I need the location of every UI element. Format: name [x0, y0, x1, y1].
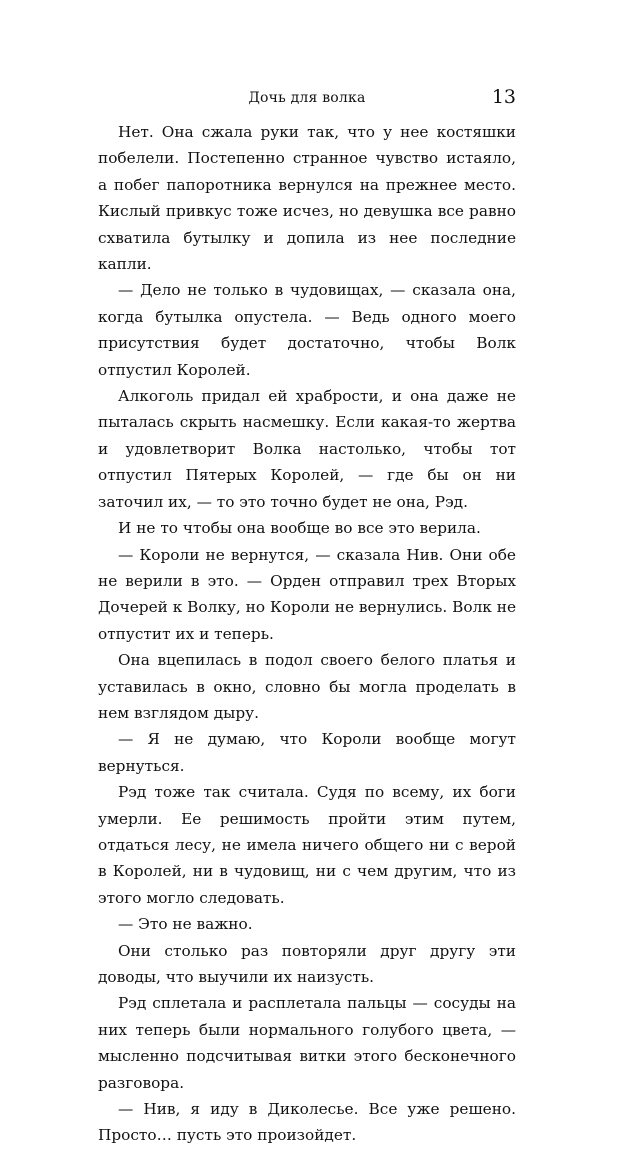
- body-text: [98, 119, 516, 1149]
- paragraph: — Я не думаю, что Короли вообще могут вернуться.: [98, 730, 516, 775]
- paragraph: — Нив, я иду в Диколесье. Все уже решено. Просто… пусть это произойдет.: [98, 1100, 516, 1145]
- paragraph: Алкоголь придал ей храбрости, и она даже не пыталась скрыть насмешку. Если какая-то жертва и удовлетворит Волка настолько, чтобы тот отпустил Пятерых Королей, — где бы он ни заточил их, — то это точно будет не она, Рэд.: [98, 387, 516, 511]
- running-title: Дочь для волка: [248, 90, 366, 106]
- paragraph: Рэд сплетала и расплетала пальцы — сосуды на них теперь были нормального голубого цвета, — мысленно подсчитывая витки этого бесконечного разговора.: [98, 994, 516, 1092]
- paragraph: — Это не важно.: [118, 915, 253, 934]
- paragraph: И не то чтобы она вообще во все это верила.: [118, 519, 481, 538]
- page-number: 13: [491, 86, 516, 108]
- paragraph: — Короли не вернутся, — сказала Нив. Они обе не верили в это. — Орден отправил трех Вторых Дочерей к Волку, но Короли не вернулись. Волк не отпустит их и теперь.: [98, 545, 516, 643]
- paragraph: Она вцепилась в подол своего белого платья и уставилась в окно, словно бы могла проделать в нем взглядом дыру.: [98, 651, 516, 722]
- page-header: [98, 86, 516, 110]
- paragraph: Они столько раз повторяли друг другу эти доводы, что выучили их наизусть.: [98, 941, 516, 986]
- paragraph: Рэд тоже так считала. Судя по всему, их боги умерли. Ее решимость пройти этим путем, отдаться лесу, не имела ничего общего ни с верой в Королей, ни в чудовищ, ни с чем другим, что из этого могло следовать.: [98, 783, 516, 907]
- paragraph: Нет. Она сжала руки так, что у нее костяшки побелели. Постепенно странное чувство истаяло, а побег папоротника вернулся на прежнее место. Кислый привкус тоже исчез, но девушка все равно схватила бутылку и допила из нее последние капли.: [98, 123, 516, 274]
- paragraph: — Дело не только в чудовищах, — сказала она, когда бутылка опустела. — Ведь одного моего присутствия будет достаточно, чтобы Волк отпустил Королей.: [98, 281, 516, 379]
